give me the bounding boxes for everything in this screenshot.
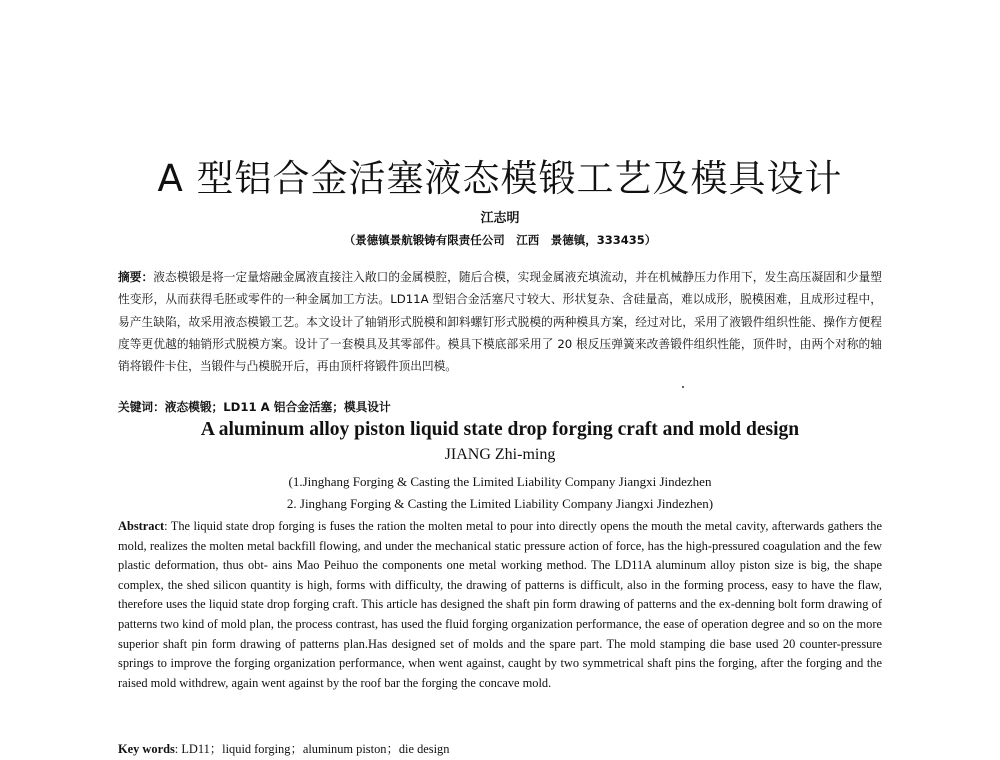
english-keywords-text: : LD11；liquid forging；aluminum piston；die design <box>174 742 450 756</box>
chinese-abstract-text: 液态模锻是将一定量熔融金属液直接注入敞口的金属模腔，随后合模，实现金属液充填流动，并在机械静压力作用下，发生高压凝固和少量塑性变形，从而获得毛胚或零件的一种金属加工方法。LD11A 型铝合金活塞尺寸较大、形状复杂、含硅量高，难以成形，脱模困难，且成形过程中，易产生缺陷，故采用液态模锻工艺。本文设计了轴销形式脱模和卸料螺钉形式脱模的两种模具方案，经过对比，采用了液锻件组织性能、操作方便程度等更优越的轴销形式脱模方案。设计了一套模具及其零部件。模具下模底部采用了 20 根反压弹簧来改善锻件组织性能，顶件时，由两个对称的轴销将锻件卡住，当锻件与凸模脱开后，再由顶杆将锻件顶出凹模。 <box>118 270 882 374</box>
english-affiliation-line-1: (1.Jinghang Forging & Casting the Limited Liability Company Jiangxi Jindezhen <box>288 474 712 489</box>
english-affiliation-line-2: 2. Jinghang Forging & Casting the Limited Liability Company Jiangxi Jindezhen) <box>286 496 714 511</box>
english-keywords-label: Key words <box>118 742 175 756</box>
english-abstract-text: : The liquid state drop forging is fuses the ration the molten metal to pour into directly opens the mouth the metal cavity, afterwards gathers the mold, realizes the molten metal backfill flowing, and under the mechanical static pressure action of force, has the high-pressured coagulation and the few plastic deformation, thus obt- ains Mao Peihuo the components one metal working method. The LD11A aluminum alloy piston size is big, the shape complex, the shed silicon quantity is high, forms with difficulty, the drawing of patterns is difficult, also in the forming process, easy to have the flaw, therefore uses the liquid state drop forging craft. This article has designed the shaft pin form drawing of patterns and the ex-denning bolt form drawing of patterns two kind of mold plan, the process contrast, has used the fluid forging organization performance, the ease of operation degree and so on the more superior shaft pin form drawing of patterns plan.Has designed set of molds and the spare part. The mold stamping die base used 20 counter-pressure springs to improve the forging organization performance, when went against, caught by two symmetrical shaft pins the forging, after the forging and the raised mold withdrew, again went against by the roof bar the forging the concave mold. <box>118 519 882 690</box>
english-title: A aluminum alloy piston liquid state drop forging craft and mold design <box>200 419 800 440</box>
english-abstract-label: Abstract <box>118 519 165 533</box>
chinese-author: 江志明 <box>480 211 520 226</box>
english-author: JIANG Zhi-ming <box>444 446 556 463</box>
english-abstract <box>118 517 882 693</box>
stray-dot <box>682 386 684 388</box>
chinese-abstract <box>118 266 882 377</box>
chinese-abstract-label: 摘要： <box>118 270 154 284</box>
chinese-title: A 型铝合金活塞液态模锻工艺及模具设计 <box>157 157 843 200</box>
chinese-affiliation: （景德镇景航锻铸有限责任公司 江西 景德镇，333435） <box>343 233 657 247</box>
english-keywords <box>118 739 882 757</box>
chinese-keywords: 关键词：液态模锻；LD11 A 铝合金活塞；模具设计 <box>118 400 391 414</box>
